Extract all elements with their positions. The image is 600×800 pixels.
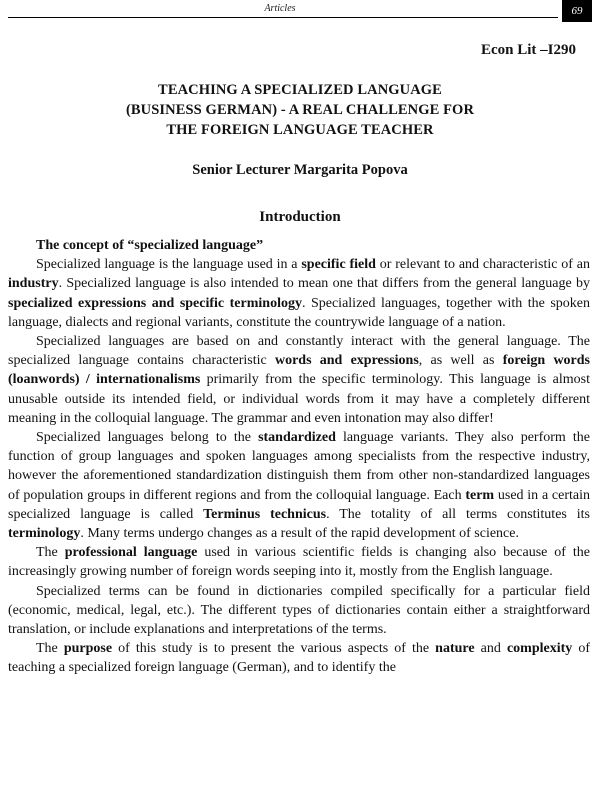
running-title: Articles bbox=[264, 3, 296, 14]
paragraph bbox=[8, 255, 590, 332]
text-run: The bbox=[36, 545, 65, 561]
text-run: . The totality of all terms constitutes its bbox=[326, 506, 590, 522]
text-run: Specialized language is the language used in a bbox=[36, 257, 302, 273]
text-run: used in various scientific fields is changing also because of the increasingly growing number of foreign words seeping into it, mostly from the English language. bbox=[8, 545, 591, 580]
text-run: primarily from the specific terminology. This language is almost unusable outside its intended field, or individual words from it may have a completely different meaning in the colloquial language. The grammar and even intonation may also differ! bbox=[8, 372, 590, 426]
paragraph bbox=[8, 639, 590, 677]
paragraph bbox=[8, 582, 590, 640]
text-run: The bbox=[36, 641, 64, 657]
article-body bbox=[8, 236, 590, 678]
title-line: THE FOREIGN LANGUAGE TEACHER bbox=[166, 122, 434, 138]
text-run: used in a certain specialized language is called bbox=[8, 487, 590, 522]
text-run: or relevant to and characteristic of an bbox=[375, 257, 590, 273]
bold-term: Terminus technicus bbox=[203, 506, 327, 522]
text-run: of teaching a specialized foreign language (German), and to identify the bbox=[8, 641, 590, 676]
running-header bbox=[0, 0, 600, 20]
article-title bbox=[0, 80, 600, 140]
bold-term: terminology bbox=[8, 526, 81, 542]
text-run: Specialized terms can be found in dictionaries compiled specifically for a particular field (economic, medical, legal, etc.). The different types of dictionaries contain either a straightforward translation, or include explanations and interpretations of the terms. bbox=[8, 583, 590, 638]
text-run: . Specialized languages, together with the spoken language, dialects and regional variants, constitute the countrywide language of a nation. bbox=[8, 295, 591, 330]
paragraph bbox=[8, 543, 590, 581]
paragraph bbox=[8, 428, 590, 543]
title-line: (BUSINESS GERMAN) - A REAL CHALLENGE FOR bbox=[125, 102, 475, 118]
bold-term: foreign words (loanwords) / internationalisms bbox=[8, 353, 591, 388]
text-run: of this study is to present the various aspects of the bbox=[112, 641, 436, 657]
bold-term: complexity bbox=[506, 641, 573, 657]
bold-term: professional language bbox=[64, 545, 198, 561]
text-run: Specialized languages are based on and constantly interact with the general language. The specialized language contains characteristic bbox=[8, 334, 590, 369]
paragraph bbox=[8, 332, 590, 428]
text-run: . Many terms undergo changes as a result of the rapid development of science. bbox=[80, 526, 519, 542]
text-run: . Specialized language is also intended to mean one that differs from the general language by bbox=[58, 276, 590, 292]
bold-term: specific field bbox=[301, 257, 376, 273]
bold-term: purpose bbox=[63, 641, 113, 657]
subheading: The concept of “specialized language” bbox=[36, 238, 264, 253]
header-rule bbox=[8, 17, 558, 18]
text-run: , as well as bbox=[418, 353, 503, 369]
author: Senior Lecturer Margarita Popova bbox=[192, 162, 408, 178]
text-run: Specialized languages belong to the bbox=[36, 430, 259, 446]
text-run: language variants. They also perform the function of group languages and spoken languages among specialists from the respective industry, however the aforementioned standardization distinguish them from other non-standardized languages of population groups in different regions and from the colloquial language. Each bbox=[8, 430, 591, 503]
classification-code: Econ Lit –I290 bbox=[480, 42, 576, 58]
bold-term: words and expressions bbox=[274, 353, 419, 369]
bold-term: industry bbox=[8, 276, 59, 292]
bold-term: nature bbox=[435, 641, 475, 657]
text-run: and bbox=[474, 641, 507, 657]
bold-term: specialized expressions and specific terminology bbox=[8, 295, 302, 311]
bold-term: standardized bbox=[258, 430, 336, 446]
page-number: 69 bbox=[562, 0, 592, 22]
title-line: TEACHING A SPECIALIZED LANGUAGE bbox=[158, 82, 442, 98]
section-heading: Introduction bbox=[259, 209, 341, 225]
bold-term: term bbox=[465, 487, 495, 503]
